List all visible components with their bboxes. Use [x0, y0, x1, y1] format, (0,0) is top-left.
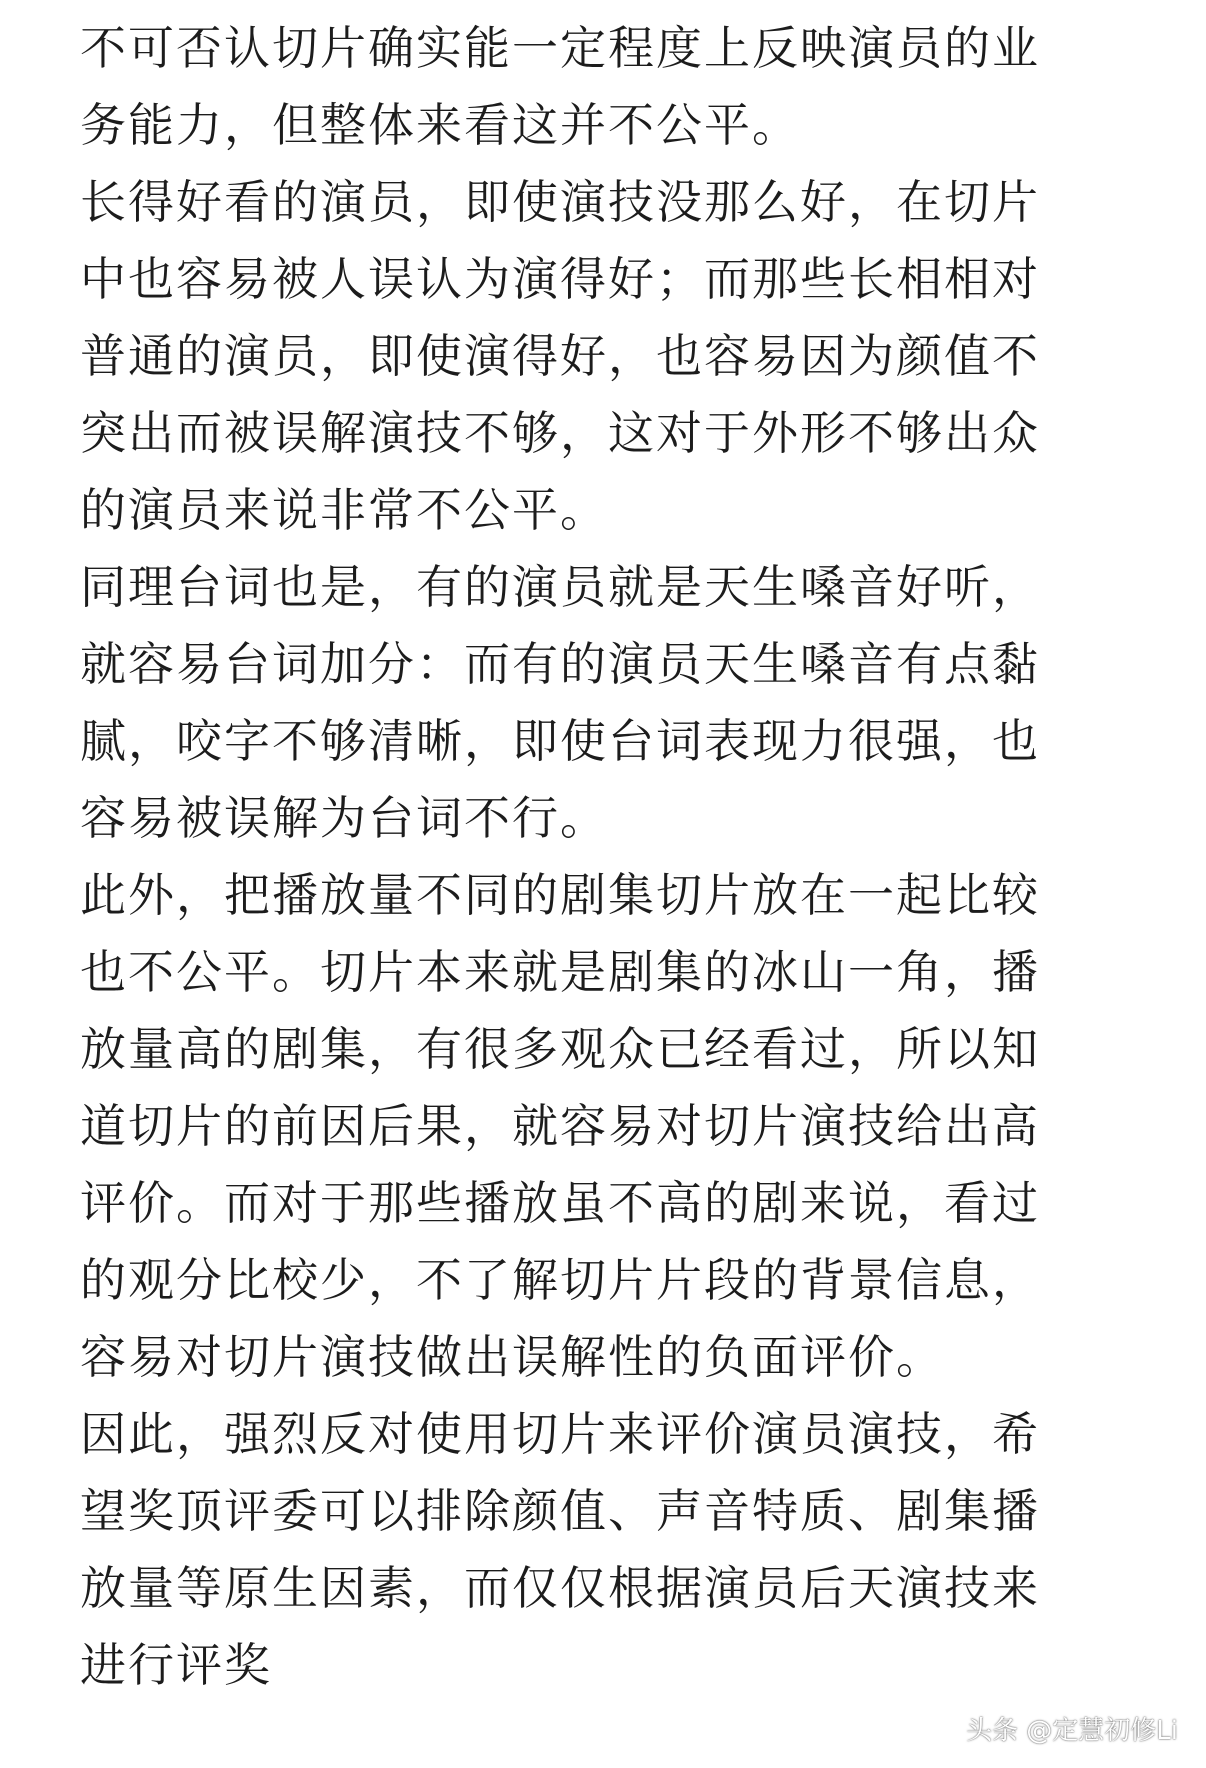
paragraph-1: 不可否认切片确实能一定程度上反映演员的业 务能力，但整体来看这并不公平。	[80, 21, 1040, 152]
paragraph-3: 同理台词也是，有的演员就是天生嗓音好听， 就容易台词加分：而有的演员天生嗓音有点黏 腻，咬字不够清晰，即使台词表现力很强，也 容易被误解为台词不行。	[80, 560, 1040, 845]
paragraph-2: 长得好看的演员，即使演技没那么好，在切片 中也容易被人误认为演得好；而那些长相相对 普通的演员，即使演得好，也容易因为颜值不 突出而被误解演技不够，这对于外形不够出众 的演员来说非常不公平。	[80, 175, 1040, 537]
toutiao-watermark: 头条 @定慧初修Li	[966, 1716, 1178, 1746]
paragraph-5: 因此，强烈反对使用切片来评价演员演技，希 望奖顶评委可以排除颜值、声音特质、剧集播 放量等原生因素，而仅仅根据演员后天演技来 进行评奖	[80, 1407, 1040, 1692]
paragraph-4: 此外，把播放量不同的剧集切片放在一起比较 也不公平。切片本来就是剧集的冰山一角，播 放量高的剧集，有很多观众已经看过，所以知 道切片的前因后果，就容易对切片演技给出高 评价。而对于那些播放虽不高的剧来说，看过 的观分比校少，不了解切片片段的背景信息， 容易对切片演技做出误解性的负面评价。	[80, 868, 1040, 1384]
article-body	[80, 10, 1090, 1704]
